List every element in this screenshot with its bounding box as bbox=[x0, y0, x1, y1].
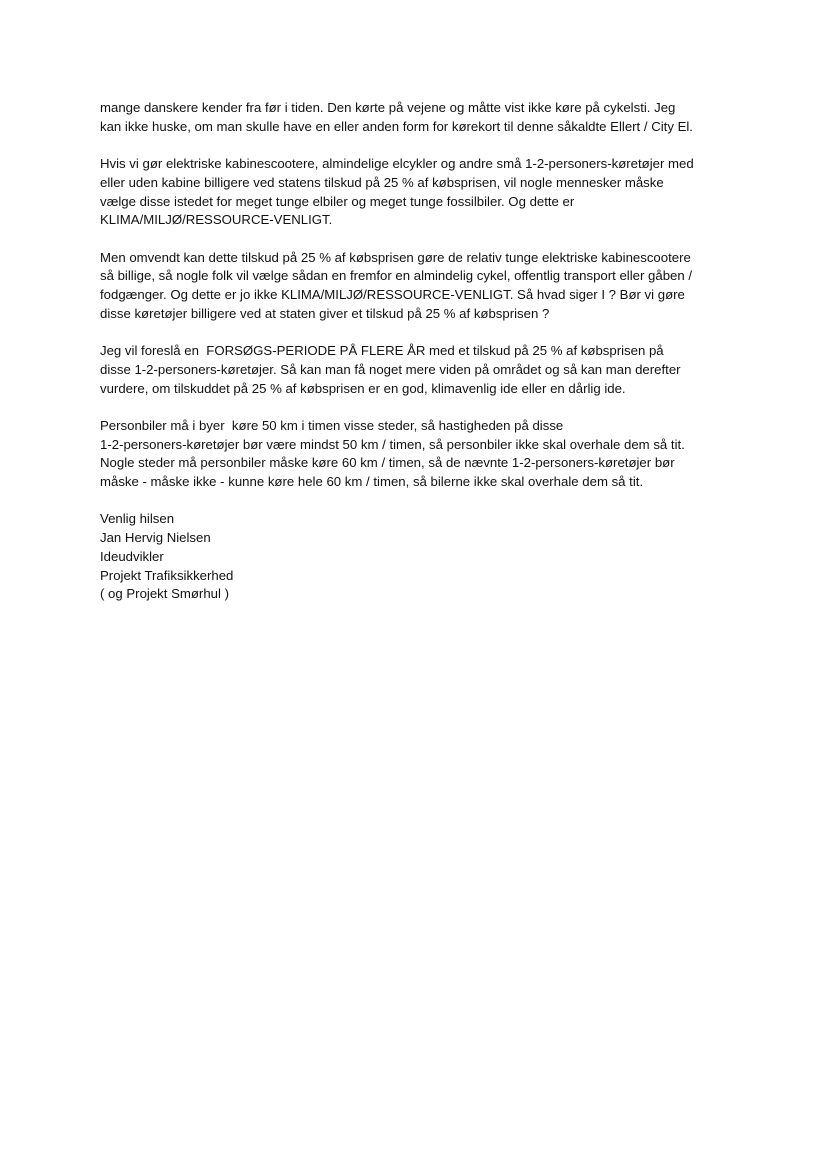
paragraph-speed bbox=[100, 417, 740, 492]
text-line: kan ikke huske, om man skulle have en eller anden form for kørekort til denne såkaldte Ellert / City El. bbox=[100, 118, 693, 134]
paragraph-subsidy-drawback bbox=[100, 249, 740, 324]
text-line: eller uden kabine billigere ved statens tilskud på 25 % af købsprisen, vil nogle mennesker måske bbox=[100, 174, 664, 190]
paragraph-trial-period bbox=[100, 342, 740, 398]
signature-project: Projekt Trafiksikkerhed bbox=[100, 567, 234, 583]
document-body bbox=[100, 99, 740, 623]
text-line: fodgænger. Og dette er jo ikke KLIMA/MILJØ/RESSOURCE-VENLIGT. Så hvad siger I ? Bør vi gøre bbox=[100, 287, 685, 302]
text-line: Personbiler må i byer køre 50 km i timen visse steder, så hastigheden på disse bbox=[100, 417, 564, 433]
text-line: Men omvendt kan dette tilskud på 25 % af købsprisen gøre de relativ tunge elektriske kabinescootere bbox=[100, 249, 691, 265]
text-line: Hvis vi gør elektriske kabinescootere, almindelige elcykler og andre små 1-2-personers-køretøjer med bbox=[100, 156, 694, 172]
signature-block bbox=[100, 510, 740, 604]
text-line: Jeg vil foreslå en FORSØGS-PERIODE PÅ FLERE ÅR med et tilskud på 25 % af købsprisen på bbox=[100, 343, 664, 359]
text-line: disse køretøjer billigere ved at staten giver et tilskud på 25 % af købsprisen ? bbox=[100, 305, 550, 321]
text-line: disse 1-2-personers-køretøjer. Så kan man få noget mere viden på området og så kan man derefter bbox=[100, 361, 681, 377]
text-line: Nogle steder må personbiler måske køre 60 km / timen, så de nævnte 1-2-personers-køretøjer bør bbox=[100, 455, 675, 471]
paragraph-ellert bbox=[100, 99, 740, 136]
signature-greeting: Venlig hilsen bbox=[100, 511, 175, 527]
text-line: 1-2-personers-køretøjer bør være mindst 50 km / timen, så personbiler ikke skal overhale dem så tit. bbox=[100, 436, 685, 452]
signature-name: Jan Hervig Nielsen bbox=[100, 530, 211, 546]
text-line: så billige, så nogle folk vil vælge sådan en fremfor en almindelig cykel, offentlig transport eller gåben / bbox=[100, 268, 693, 284]
text-line: mange danskere kender fra før i tiden. Den kørte på vejene og måtte vist ikke køre på cykelsti. Jeg bbox=[100, 100, 676, 115]
text-line: KLIMA/MILJØ/RESSOURCE-VENLIGT. bbox=[100, 212, 333, 228]
signature-project-note: ( og Projekt Smørhul ) bbox=[100, 586, 229, 602]
text-line: måske - måske ikke - kunne køre hele 60 km / timen, så bilerne ikke skal overhale dem så tit. bbox=[100, 474, 644, 489]
text-line: vurdere, om tilskuddet på 25 % af købsprisen er en god, klimavenlig ide eller en dårlig ide. bbox=[100, 380, 626, 396]
text-line: vælge disse istedet for meget tunge elbiler og meget tunge fossilbiler. Og dette er bbox=[100, 193, 575, 209]
paragraph-subsidy-benefit bbox=[100, 155, 740, 230]
signature-role: Ideudvikler bbox=[100, 548, 164, 564]
